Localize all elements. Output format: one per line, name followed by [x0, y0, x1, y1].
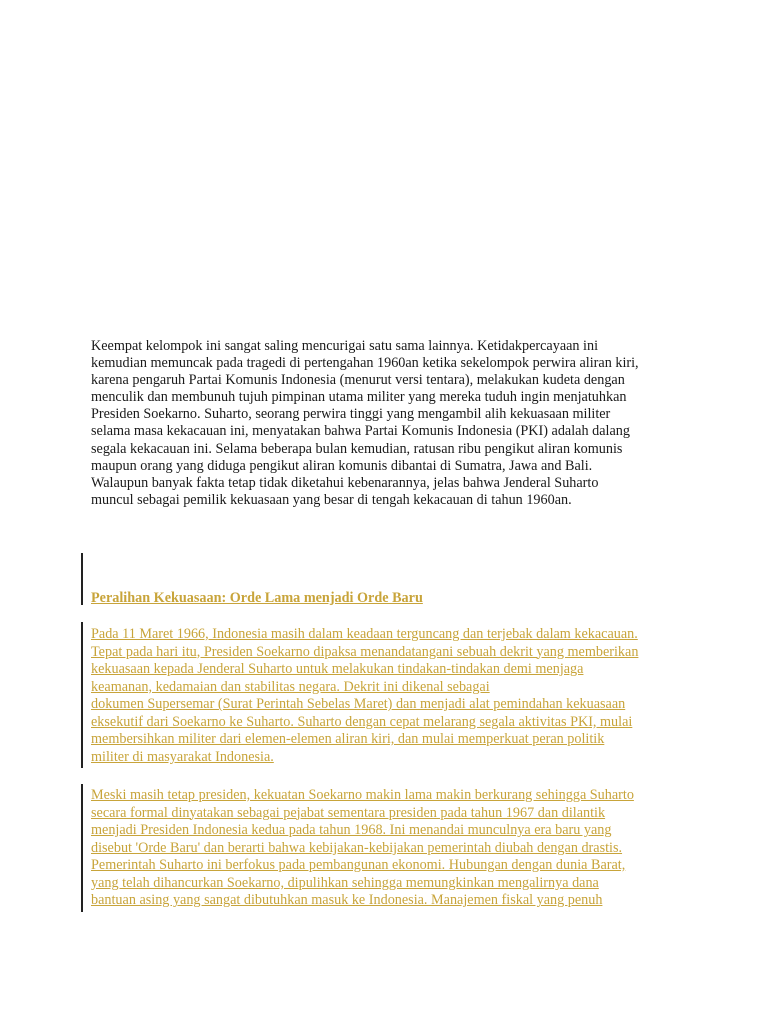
section1-paragraph[interactable] [91, 626, 701, 766]
section2-paragraph[interactable] [91, 787, 701, 910]
intro-line: karena pengaruh Partai Komunis Indonesia (menurut versi tentara), melakukan kudeta dengan [91, 372, 625, 389]
revision-bar [81, 784, 83, 912]
intro-line: segala kekacauan ini. Selama beberapa bulan kemudian, ratusan ribu pengikut aliran komunis [91, 440, 623, 457]
intro-paragraph [91, 338, 691, 509]
section2-line[interactable]: Meski masih tetap presiden, kekuatan Soekarno makin lama makin berkurang sehingga Suharto [91, 787, 634, 803]
revision-bar [81, 553, 83, 605]
intro-line: muncul sebagai pemilik kekuasaan yang besar di tengah kekacauan di tahun 1960an. [91, 491, 572, 508]
intro-line: Walaupun banyak fakta tetap tidak diketahui kebenarannya, jelas bahwa Jenderal Suharto [91, 474, 599, 491]
section1-line[interactable]: dokumen Supersemar (Surat Perintah Sebelas Maret) dan menjadi alat pemindahan kekuasaan [91, 696, 626, 713]
intro-line: Keempat kelompok ini sangat saling mencurigai satu sama lainnya. Ketidakpercayaan ini [91, 338, 599, 354]
intro-line: menculik dan membunuh tujuh pimpinan utama militer yang mereka tuduh ingin menjatuhkan [91, 389, 627, 406]
section2-line[interactable]: bantuan asing yang sangat dibutuhkan masuk ke Indonesia. Manajemen fiskal yang penuh [91, 892, 603, 909]
section1-line[interactable]: Tepat pada hari itu, Presiden Soekarno dipaksa menandatangani sebuah dekrit yang memberikan [91, 643, 639, 660]
intro-line: kemudian memuncak pada tragedi di pertengahan 1960an ketika sekelompok perwira aliran kiri, [91, 355, 639, 372]
section1-line[interactable]: militer di masyarakat Indonesia. [91, 748, 274, 765]
intro-line: Presiden Soekarno. Suharto, seorang perwira tinggi yang mengambil alih kekuasaan militer [91, 406, 611, 423]
section2-line[interactable]: secara formal dinyatakan sebagai pejabat sementara presiden pada tahun 1967 dan dilantik [91, 804, 606, 821]
intro-line: selama masa kekacauan ini, menyatakan bahwa Partai Komunis Indonesia (PKI) adalah dalang [91, 423, 630, 440]
section1-line[interactable]: Pada 11 Maret 1966, Indonesia masih dalam keadaan terguncang dan terjebak dalam kekacauan. [91, 626, 638, 642]
section2-line[interactable]: menjadi Presiden Indonesia kedua pada tahun 1968. Ini menandai munculnya era baru yang [91, 822, 612, 839]
section2-line[interactable]: Pemerintah Suharto ini berfokus pada pembangunan ekonomi. Hubungan dengan dunia Barat, [91, 857, 626, 874]
section1-line[interactable]: keamanan, kedamaian dan stabilitas negara. Dekrit ini dikenal sebagai [91, 678, 490, 695]
intro-line: maupun orang yang diduga pengikut aliran komunis dibantai di Sumatra, Jawa and Bali. [91, 457, 593, 474]
section1-line[interactable]: membersihkan militer dari elemen-elemen aliran kiri, dan mulai memperkuat peran politik [91, 731, 605, 748]
section-heading-link[interactable]: Peralihan Kekuasaan: Orde Lama menjadi Orde Baru [91, 590, 423, 606]
revision-bar [81, 622, 83, 768]
section1-line[interactable]: eksekutif dari Soekarno ke Suharto. Suharto dengan cepat melarang segala aktivitas PKI, mulai [91, 713, 633, 730]
section2-line[interactable]: yang telah dihancurkan Soekarno, dipulihkan sehingga memungkinkan mengalirnya dana [91, 874, 599, 891]
section2-line[interactable]: disebut 'Orde Baru' dan berarti bahwa kebijakan-kebijakan pemerintah diubah dengan drastis. [91, 839, 623, 856]
section1-line[interactable]: kekuasaan kepada Jenderal Suharto untuk melakukan tindakan-tindakan demi menjaga [91, 661, 584, 678]
